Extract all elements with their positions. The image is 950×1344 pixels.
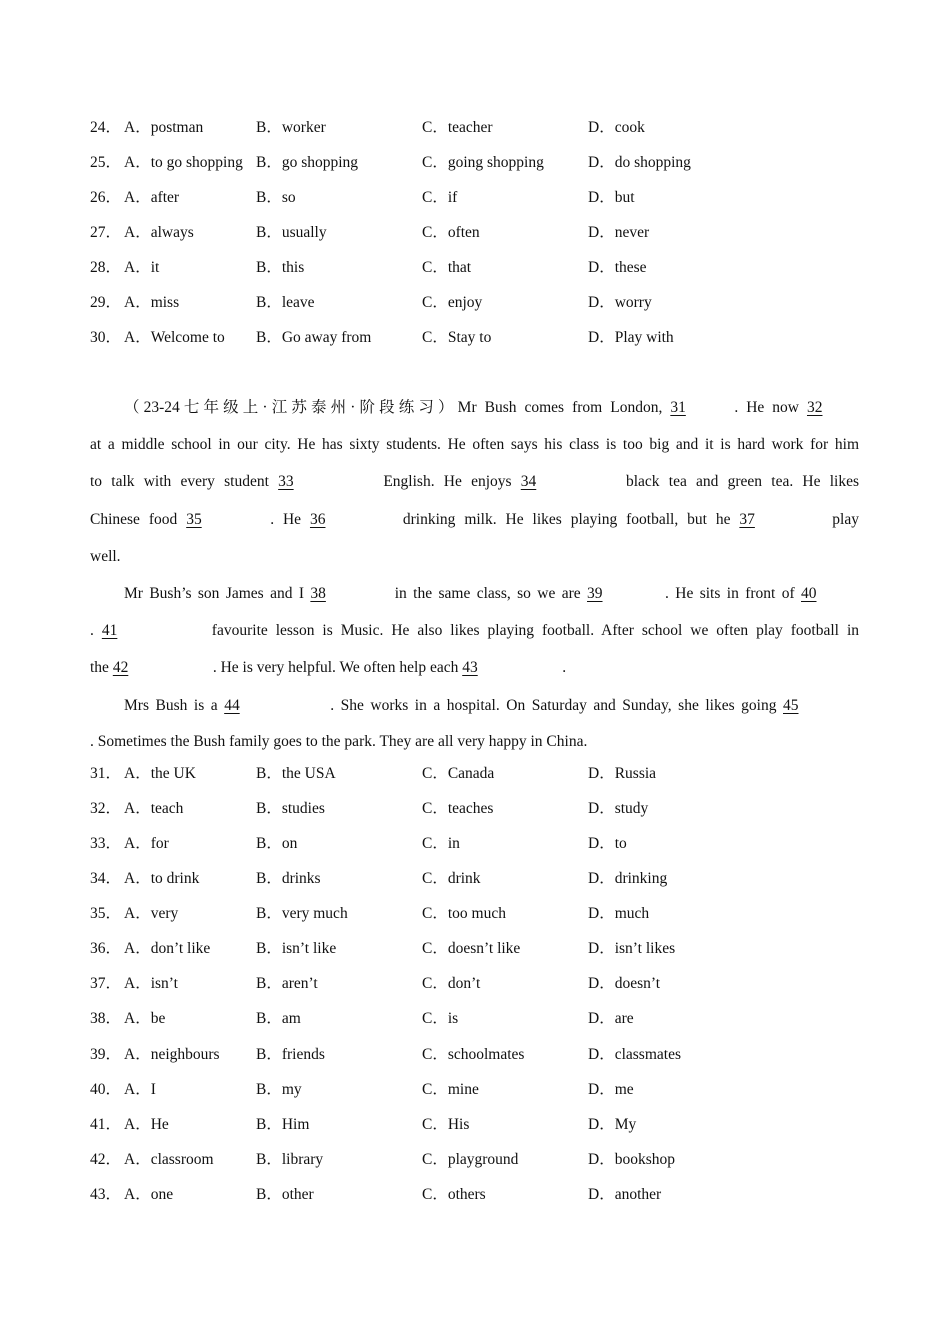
option-b: B．other: [256, 1186, 314, 1203]
option-a: A．classroom: [124, 1151, 214, 1168]
passage-line: . 41 favourite lesson is Music. He also likes playing football. After school we often play football in: [90, 612, 859, 649]
option-c: C．playground: [422, 1151, 519, 1168]
blank-43: 43: [462, 659, 478, 677]
passage-line: well.: [90, 547, 121, 565]
option-b: B．leave: [256, 294, 315, 311]
option-a: A．I: [124, 1081, 156, 1098]
option-b: B．the USA: [256, 765, 336, 782]
blank-32: 32: [806, 399, 823, 416]
option-b: B．studies: [256, 800, 325, 817]
question-number: 32．: [90, 800, 122, 817]
option-a: A．isn’t: [124, 975, 178, 992]
option-d: D．Russia: [588, 765, 657, 782]
option-d: D．classmates: [588, 1046, 681, 1063]
question-number: 26．: [90, 189, 122, 206]
option-c: C．Canada: [422, 765, 495, 782]
option-d: D．isn’t likes: [588, 940, 676, 957]
option-d: D．but: [588, 189, 635, 206]
option-d: D．another: [588, 1186, 662, 1203]
question-number: 42．: [90, 1151, 122, 1168]
option-c: C．Stay to: [422, 329, 492, 346]
blank-34: 34: [520, 473, 537, 491]
option-d: D．drinking: [588, 870, 668, 887]
option-a: A．Welcome to: [124, 329, 225, 346]
option-c: C．don’t: [422, 975, 481, 992]
option-c: C．too much: [422, 905, 506, 922]
question-number: 37．: [90, 975, 122, 992]
option-a: A．to drink: [124, 870, 200, 887]
passage-line: Mr Bush’s son James and I 38 in the same class, so we are 39 . He sits in front of 40: [90, 575, 859, 612]
option-b: B．so: [256, 189, 296, 206]
option-d: D．are: [588, 1010, 634, 1027]
option-a: A．it: [124, 259, 160, 276]
cloze-passage: [90, 389, 859, 759]
passage-line: （23-24七年级上·江苏泰州·阶段练习）Mr Bush comes from London, 31 . He now 32: [90, 389, 859, 426]
question-number: 38．: [90, 1010, 122, 1027]
option-b: B．this: [256, 259, 305, 276]
blank-45: 45: [783, 696, 799, 714]
option-a: A．teach: [124, 800, 184, 817]
blank-41: 41: [101, 622, 118, 640]
question-number: 35．: [90, 905, 122, 922]
option-b: B．drinks: [256, 870, 321, 887]
option-c: C．teaches: [422, 800, 494, 817]
blank-44: 44: [224, 696, 240, 714]
option-b: B．go shopping: [256, 154, 359, 171]
option-c: C．going shopping: [422, 154, 544, 171]
question-number: 25．: [90, 154, 122, 171]
blank-31: 31: [670, 399, 686, 416]
option-c: C．is: [422, 1010, 459, 1027]
question-number: 29．: [90, 294, 122, 311]
option-a: A．miss: [124, 294, 180, 311]
option-a: A．don’t like: [124, 940, 211, 957]
option-c: C．doesn’t like: [422, 940, 521, 957]
option-c: C．if: [422, 189, 458, 206]
question-number: 34．: [90, 870, 122, 887]
option-d: D．these: [588, 259, 647, 276]
passage-source: （23-24七年级上·江苏泰州·阶段练习）: [124, 399, 458, 416]
option-a: A．He: [124, 1116, 169, 1133]
option-a: A．be: [124, 1010, 166, 1027]
option-b: B．isn’t like: [256, 940, 337, 957]
option-a: A．always: [124, 224, 194, 241]
passage-line: the 42 . He is very helpful. We often help each 43 .: [90, 649, 859, 686]
option-c: C．enjoy: [422, 294, 483, 311]
option-d: D．My: [588, 1116, 637, 1133]
option-b: B．very much: [256, 905, 348, 922]
option-d: D．to: [588, 835, 627, 852]
blank-37: 37: [739, 510, 755, 528]
option-d: D．Play with: [588, 329, 674, 346]
option-b: B．library: [256, 1151, 324, 1168]
blank-40: 40: [801, 584, 817, 602]
option-d: D．me: [588, 1081, 634, 1098]
option-c: C．drink: [422, 870, 481, 887]
question-number: 36．: [90, 940, 122, 957]
option-b: B．friends: [256, 1046, 325, 1063]
blank-33: 33: [278, 473, 294, 491]
option-b: B．aren’t: [256, 975, 318, 992]
blank-42: 42: [112, 659, 129, 677]
passage-line: at a middle school in our city. He has sixty students. He often says his class is too big and it is hard work for him: [90, 436, 859, 454]
blank-38: 38: [310, 584, 326, 602]
question-number: 43．: [90, 1186, 122, 1203]
question-number: 31．: [90, 765, 122, 782]
option-a: A．very: [124, 905, 179, 922]
passage-line: to talk with every student 33 English. He enjoys 34 black tea and green tea. He likes: [90, 463, 859, 500]
question-number: 39．: [90, 1046, 122, 1063]
option-d: D．bookshop: [588, 1151, 675, 1168]
option-a: A．for: [124, 835, 169, 852]
option-b: B．Go away from: [256, 329, 372, 346]
passage-line: . Sometimes the Bush family goes to the park. They are all very happy in China.: [90, 732, 588, 750]
question-number: 28．: [90, 259, 122, 276]
option-a: A．one: [124, 1186, 174, 1203]
option-d: D．study: [588, 800, 649, 817]
option-c: C．in: [422, 835, 460, 852]
option-d: D．doesn’t: [588, 975, 661, 992]
option-d: D．cook: [588, 119, 645, 136]
question-number: 33．: [90, 835, 122, 852]
question-number: 24．: [90, 119, 122, 136]
option-d: D．much: [588, 905, 650, 922]
question-number: 30．: [90, 329, 122, 346]
option-b: B．worker: [256, 119, 326, 136]
option-c: C．mine: [422, 1081, 479, 1098]
option-a: A．to go shopping: [124, 154, 243, 171]
question-number: 40．: [90, 1081, 122, 1098]
passage-line: Mrs Bush is a 44 . She works in a hospital. On Saturday and Sunday, she likes going 45: [90, 687, 859, 724]
option-c: C．schoolmates: [422, 1046, 525, 1063]
option-a: A．neighbours: [124, 1046, 220, 1063]
option-a: A．after: [124, 189, 180, 206]
option-c: C．that: [422, 259, 472, 276]
option-a: A．postman: [124, 119, 204, 136]
option-b: B．Him: [256, 1116, 310, 1133]
question-number: 27．: [90, 224, 122, 241]
option-d: D．worry: [588, 294, 652, 311]
question-number: 41．: [90, 1116, 122, 1133]
option-a: A．the UK: [124, 765, 196, 782]
option-c: C．teacher: [422, 119, 493, 136]
blank-35: 35: [186, 510, 202, 528]
blank-39: 39: [587, 584, 603, 602]
option-d: D．do shopping: [588, 154, 691, 171]
option-d: D．never: [588, 224, 650, 241]
option-b: B．on: [256, 835, 298, 852]
blank-36: 36: [309, 510, 326, 528]
option-c: C．others: [422, 1186, 486, 1203]
option-c: C．often: [422, 224, 480, 241]
passage-line: Chinese food 35 . He 36 drinking milk. He likes playing football, but he 37 play: [90, 501, 859, 538]
option-c: C．His: [422, 1116, 470, 1133]
option-b: B．my: [256, 1081, 302, 1098]
option-b: B．am: [256, 1010, 301, 1027]
option-b: B．usually: [256, 224, 327, 241]
